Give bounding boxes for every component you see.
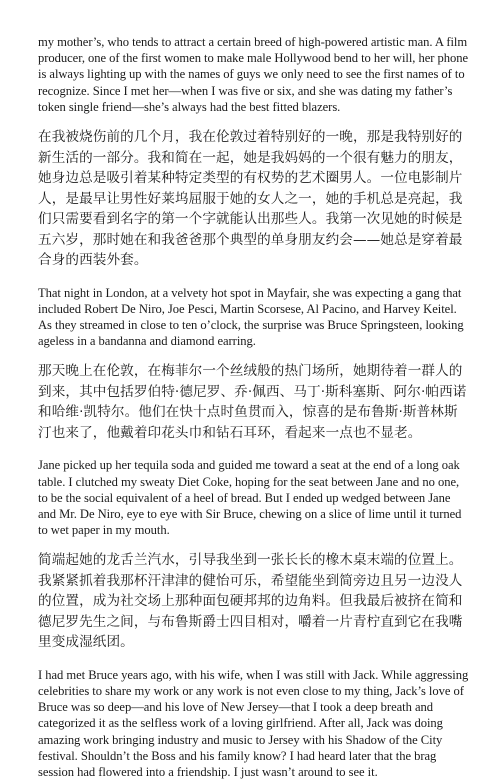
- paragraph-zh-2: 那天晚上在伦敦，在梅菲尔一个丝绒般的热门场所，她期待着一群人的到来，其中包括罗伯特·德尼罗、乔·佩西、马丁·斯科塞斯、阿尔·帕西诺和哈维·凯特尔。他们在快十点时鱼贯而入，惊喜的是布鲁斯·斯普林斯汀也来了，他戴着印花头巾和钻石耳环，看起来一点也不显老。: [38, 363, 467, 441]
- paragraph-en-1: my mother’s, who tends to attract a certain breed of high-powered artistic man. A film producer, one of the first women to make male Hollywood bend to her will, her phone is always lighting up with the names of guys we only need to see the first names of to recognize. Since I met her—when I was five or six, and she was dating my father’s token single friend—she’s always had the best fitted blazers.: [38, 35, 469, 114]
- paragraph-en-4: I had met Bruce years ago, with his wife, when I was still with Jack. While aggressing celebrities to share my work or any work is not even close to my thing, Jack’s love of Bruce was so deep—and his love of New Jersey—that I took a deep breath and categorized it as the selfless work of a loving girlfriend. After all, Jack was doing amazing work bringing industry and music to Jersey with his Shadow of the City festival. Shouldn’t the Boss and his family know? I had heard later that the brag session had flowered into a friendship. I just wasn’t around to see it.: [38, 667, 469, 780]
- paragraph-en-2: That night in London, at a velvety hot spot in Mayfair, she was expecting a gang that included Robert De Niro, Joe Pesci, Martin Scorsese, Al Pacino, and Harvey Keitel. As they streamed in close to ten o’clock, the surprise was Bruce Springsteen, looking ageless in a bandanna and diamond earring.: [38, 285, 464, 349]
- book-page: [38, 34, 470, 780]
- paragraph-zh-1: 在我被烧伤前的几个月，我在伦敦过着特别好的一晚，那是我特别好的新生活的一部分。我和简在一起，她是我妈妈的一个很有魅力的朋友，她身边总是吸引着某种特定类型的有权势的艺术圈男人。一位电影制片人，是最早让男性好莱坞屈服于她的女人之一，她的手机总是亮起，我们只需要看到名字的第一个字就能认出那些人。我第一次见她的时候是五六岁，那时她在和我爸爸那个典型的单身朋友约会——她总是穿着最合身的西装外套。: [38, 129, 463, 269]
- paragraph-zh-3: 简端起她的龙舌兰汽水，引导我坐到一张长长的橡木桌末端的位置上。我紧紧抓着我那杯汗津津的健怡可乐，希望能坐到简旁边且另一边没人的位置，成为社交场上那种面包硬邦邦的边角料。但我最后被挤在简和德尼罗先生之间，与布鲁斯爵士四目相对，嚼着一片青柠直到它在我嘴里变成湿纸团。: [38, 552, 463, 651]
- paragraph-en-3: Jane picked up her tequila soda and guided me toward a seat at the end of a long oak table. I clutched my sweaty Diet Coke, hoping for the seat between Jane and no one, to be the social equivalent of a heel of bread. But I ended up wedged between Jane and Mr. De Niro, eye to eye with Sir Bruce, chewing on a slice of lime until it turned to wet paper in my mouth.: [38, 458, 462, 538]
